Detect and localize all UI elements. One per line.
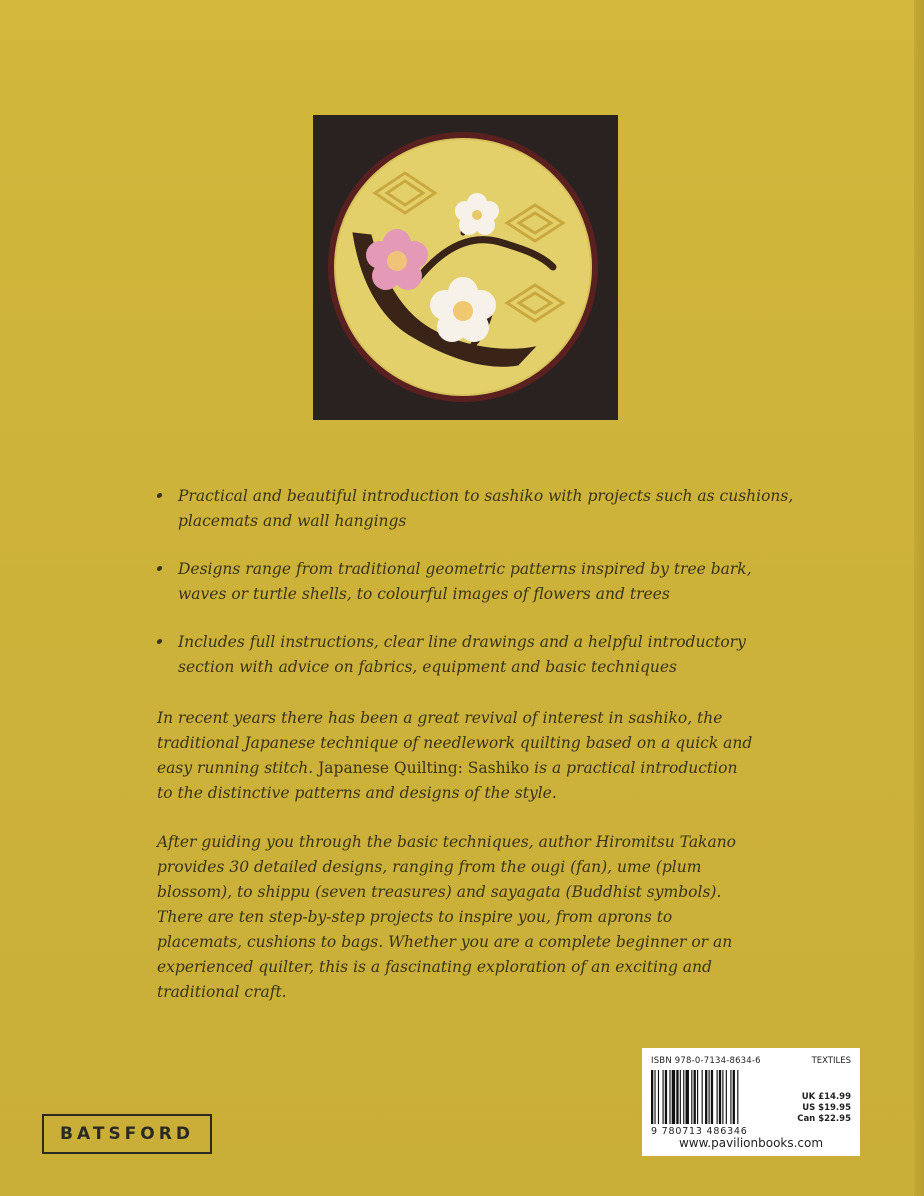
- description-paragraph-2: After guiding you through the basic techniques, author Hiromitsu Takano provides 30 detailed designs, ranging from the ougi (fan), ume (plum blossom), to shippu (seven treasures) and sayagata (Buddhist symbols). There are ten step-by-step projects to inspire you, from aprons to placemats, cushions to bags. Whether you are a complete beginner or an experienced quilter, this is a fascinating exploration of an exciting and traditional craft.: [157, 833, 737, 1001]
- barcode-bar: [733, 1070, 735, 1124]
- barcode-icon: [651, 1070, 769, 1124]
- barcode-bar: [702, 1070, 703, 1124]
- barcode-bar: [669, 1070, 670, 1124]
- price-list: [797, 1092, 851, 1125]
- barcode-bar: [726, 1070, 727, 1124]
- category-label: TEXTILES: [811, 1056, 851, 1066]
- barcode-bar: [651, 1070, 653, 1124]
- barcode-bar: [665, 1070, 667, 1124]
- bullet-dot-icon: [156, 639, 162, 644]
- barcode-bar: [676, 1070, 678, 1124]
- bullet-item: [155, 557, 795, 607]
- feature-bullet-list: [155, 484, 795, 703]
- barcode-bar: [719, 1070, 721, 1124]
- barcode-bar: [672, 1070, 675, 1124]
- cover-edge: [914, 0, 924, 1196]
- barcode-bar: [680, 1070, 681, 1124]
- price-uk: UK £14.99: [801, 1092, 851, 1102]
- barcode-bar: [686, 1070, 689, 1124]
- publisher-logo: BATSFORD: [42, 1114, 212, 1154]
- bullet-item: [155, 630, 795, 680]
- barcode-bar: [683, 1070, 684, 1124]
- bullet-text: Practical and beautiful introduction to sashiko with projects such as cushions, placemats and wall hangings: [178, 487, 794, 530]
- bullet-dot-icon: [156, 493, 162, 498]
- bullet-item: [155, 484, 795, 534]
- barcode-bar: [717, 1070, 718, 1124]
- barcode-bar: [654, 1070, 655, 1124]
- bullet-dot-icon: [156, 566, 162, 571]
- barcode-bar: [711, 1070, 713, 1124]
- book-title: Japanese Quilting: Sashiko: [318, 759, 530, 777]
- description-paragraph-1: [157, 706, 757, 806]
- barcode-bar: [737, 1070, 738, 1124]
- barcode-bar: [691, 1070, 692, 1124]
- bullet-text: Designs range from traditional geometric patterns inspired by tree bark, waves or turtle shells, to colourful images of flowers and trees: [178, 560, 752, 603]
- price-us: US $19.95: [802, 1103, 851, 1113]
- barcode-bar: [705, 1070, 707, 1124]
- barcode-bar: [697, 1070, 698, 1124]
- barcode-bar: [694, 1070, 696, 1124]
- sashiko-artwork-image: [313, 115, 618, 420]
- paragraph-text: is a practical introduction to the distinctive patterns and designs of the style.: [157, 759, 738, 802]
- barcode-bar: [730, 1070, 731, 1124]
- bullet-text: Includes full instructions, clear line drawings and a helpful introductory section with advice on fabrics, equipment and basic techniques: [178, 633, 746, 676]
- publisher-url: www.pavilionbooks.com: [678, 1136, 824, 1150]
- barcode-bar: [709, 1070, 710, 1124]
- barcode-bar: [722, 1070, 723, 1124]
- price-can: Can $22.95: [797, 1114, 851, 1124]
- barcode-digits: 9 780713 486346: [651, 1126, 748, 1137]
- paragraph-text: In recent years there has been a great revival of interest in sashiko, the traditional Japanese technique of needlework quilting based on a quick and easy running stitch.: [157, 709, 753, 777]
- barcode-panel: [642, 1048, 860, 1156]
- barcode-bar: [658, 1070, 659, 1124]
- isbn-label: ISBN 978-0-7134-8634-6: [651, 1056, 761, 1066]
- barcode-bar: [663, 1070, 664, 1124]
